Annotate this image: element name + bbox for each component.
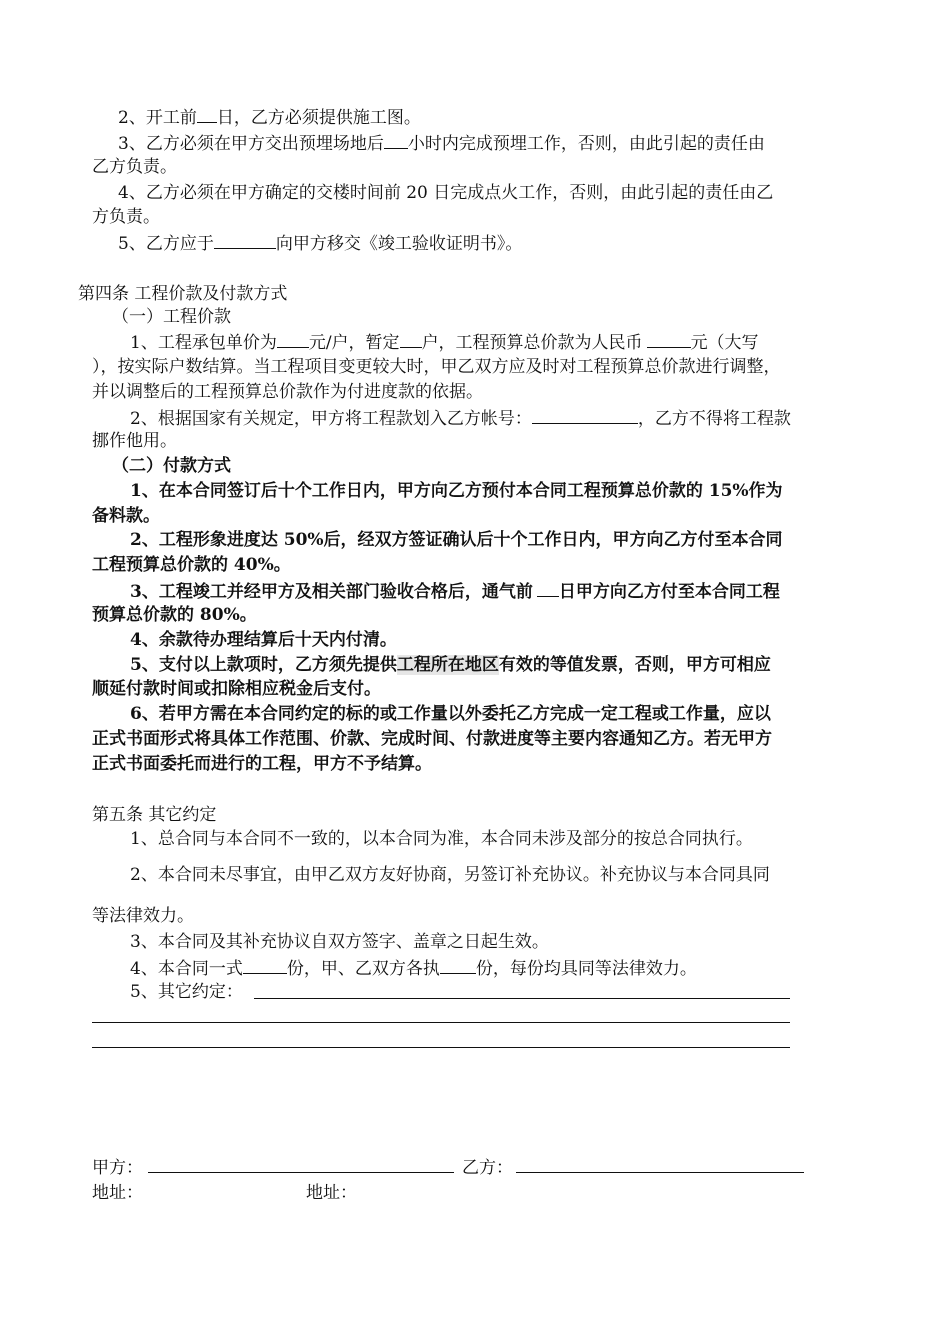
text: 5、乙方应于 [118,234,214,254]
sec4-b5-cont: 顺延付款时间或扣除相应税金后支付。 [92,679,381,699]
text: 3、乙方必须在甲方交出预埋场地后 [118,134,384,154]
text: 2、开工前 [118,108,197,128]
fill-line [254,998,790,999]
text: 4、本合同一式 [130,959,243,979]
sec5-i5: 5、其它约定： [130,982,243,1002]
sec5-i4 [130,955,697,981]
sec4-b4: 4、余款待办理结算后十天内付清。 [130,630,397,650]
blank [537,578,559,597]
party-b-address-label: 地址： [306,1183,357,1203]
sec4-b6-line3: 正式书面委托而进行的工程，甲方不予结算。 [92,754,432,774]
sec4-b1: 1、在本合同签订后十个工作日内，甲方向乙方预付本合同工程预算总价款的 15%作为 [130,481,783,501]
sec3-item3 [118,130,765,156]
sec3-item2 [118,104,421,130]
text: 元/户，暂定 [308,333,400,353]
text: 有效的等值发票，否则，甲方可相应 [498,655,771,675]
blank [243,955,287,974]
blank [197,104,217,123]
blank [647,329,691,348]
text: 户，工程预算总价款为人民币 [421,333,643,353]
sec5-i2: 2、本合同未尽事宜，由甲乙双方友好协商，另签订补充协议。补充协议与本合同具同 [130,865,770,885]
party-b-signature-line [516,1172,804,1173]
text: 5、支付以上款项时，乙方须先提供 [130,655,397,675]
sec4-b5 [130,653,771,677]
text: 3、工程竣工并经甲方及相关部门验收合格后，通气前 [130,582,533,602]
text: 份，每份均具同等法律效力。 [475,959,697,979]
text: ，乙方不得将工程款 [637,409,791,429]
sec4-b2-cont: 工程预算总价款的 40%。 [92,555,291,575]
text: 向甲方移交《竣工验收证明书》。 [275,234,523,254]
blank [400,329,422,348]
party-a-label: 甲方： [92,1158,143,1178]
sec4-b6: 6、若甲方需在本合同约定的标的或工作量以外委托乙方完成一定工程或工作量，应以 [130,704,771,724]
fill-line [92,1047,790,1048]
sec4-b1-cont: 备料款。 [92,506,160,526]
party-b-label: 乙方： [462,1158,513,1178]
sec4-p1 [130,329,759,355]
sec5-i3: 3、本合同及其补充协议自双方签字、盖章之日起生效。 [130,932,549,952]
sec4-b6-line2: 正式书面形式将具体工作范围、价款、完成时间、付款进度等主要内容通知乙方。若无甲方 [92,729,772,749]
sec4-p1-line3: 并以调整后的工程预算总价款作为付进度款的依据。 [92,382,483,402]
sec4-sub2: （二）付款方式 [112,456,231,476]
blank [532,405,638,424]
sec4-heading: 第四条 工程价款及付款方式 [78,284,288,304]
text: 份，甲、乙双方各执 [286,959,440,979]
party-a-address-label: 地址： [92,1183,143,1203]
sec3-item4-cont: 方负责。 [92,207,160,227]
sec5-i2-cont: 等法律效力。 [92,906,194,926]
party-a-signature-line [148,1172,454,1173]
text: 小时内完成预埋工作，否则，由此引起的责任由 [407,134,765,154]
sec4-p2-cont: 挪作他用。 [92,431,177,451]
blank [214,230,276,249]
blank [277,329,309,348]
sec5-i1: 1、总合同与本合同不一致的，以本合同为准，本合同未涉及部分的按总合同执行。 [130,829,753,849]
text: 日，乙方必须提供施工图。 [216,108,421,128]
sec4-b3-cont: 预算总价款的 80%。 [92,605,257,625]
highlighted-text: 工程所在地区 [396,655,499,675]
sec4-b2: 2、工程形象进度达 50%后，经双方签证确认后十个工作日内，甲方向乙方付至本合同 [130,530,783,550]
text: 日甲方向乙方付至本合同工程 [558,582,780,602]
text: 元（大写 [690,333,759,353]
text: 2、根据国家有关规定，甲方将工程款划入乙方帐号： [130,409,532,429]
sec5-heading: 第五条 其它约定 [92,805,217,825]
blank [384,130,408,149]
sec3-item3-cont: 乙方负责。 [92,157,177,177]
sec4-b3 [130,578,780,604]
sec4-p1-line2: ），按实际户数结算。当工程项目变更较大时，甲乙双方应及时对工程预算总价款进行调整， [92,357,781,377]
sec4-sub1: （一）工程价款 [112,307,231,327]
sec3-item5 [118,230,522,256]
fill-line [92,1022,790,1023]
sec3-item4: 4、乙方必须在甲方确定的交楼时间前 20 日完成点火工作，否则，由此引起的责任由乙 [118,183,774,203]
blank [440,955,476,974]
sec4-p2 [130,405,791,431]
text: 1、工程承包单价为 [130,333,277,353]
